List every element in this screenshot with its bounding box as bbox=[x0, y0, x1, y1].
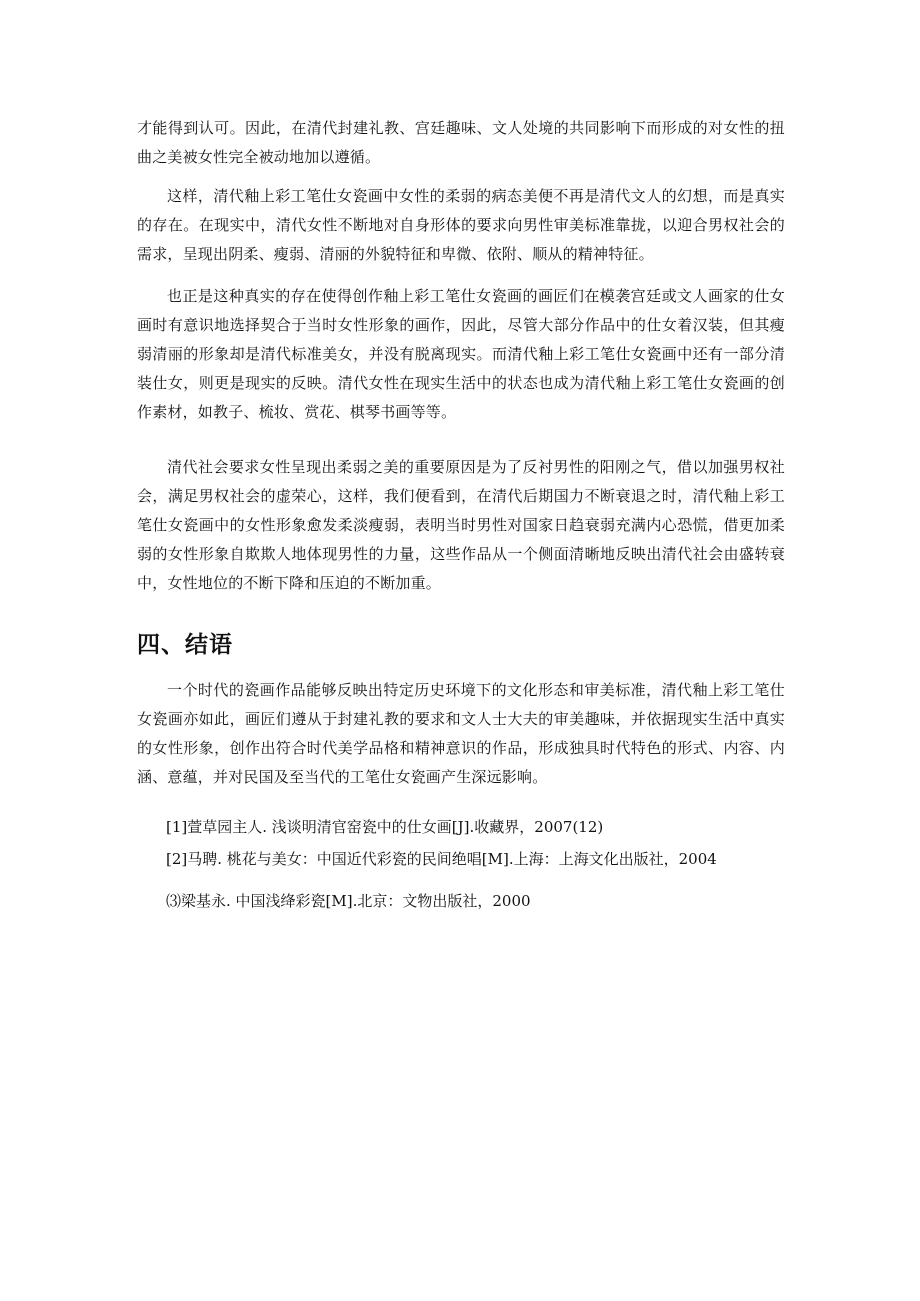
section-heading-conclusion: 四、结语 bbox=[137, 632, 233, 658]
paragraph-3: 也正是这种真实的存在使得创作釉上彩工笔仕女瓷画的画匠们在模袭宫廷或文人画家的仕女画时有意识地选择契合于当时女性形象的画作，因此，尽管大部分作品中的仕女着汉装，但其瘦弱清丽的形象却是清代标准美女，并没有脱离现实。而清代釉上彩工笔仕女瓷画中还有一部分清装仕女，则更是现实的反映。清代女性在现实生活中的状态也成为清代釉上彩工笔仕女瓷画的创作素材，如教子、梳妆、赏花、棋琴书画等等。 bbox=[137, 287, 785, 421]
paragraph-4: 清代社会要求女性呈现出柔弱之美的重要原因是为了反衬男性的阳刚之气，借以加强男权社会，满足男权社会的虚荣心，这样，我们便看到，在清代后期国力不断衰退之时，清代釉上彩工笔仕女瓷画中的女性形象愈发柔淡瘦弱，表明当时男性对国家日趋衰弱充满内心恐慌，借更加柔弱的女性形象自欺欺人地体现男性的力量，这些作品从一个侧面清晰地反映出清代社会由盛转衰中，女性地位的不断下降和压迫的不断加重。 bbox=[137, 458, 785, 592]
reference-2: [2]马聘. 桃花与美女：中国近代彩瓷的民间绝唱[M].上海：上海文化出版社，2004 bbox=[166, 850, 717, 868]
reference-1: [1]萱草园主人. 浅谈明清官窑瓷中的仕女画[J].收藏界，2007(12) bbox=[166, 818, 604, 836]
paragraph-2: 这样，清代釉上彩工笔仕女瓷画中女性的柔弱的病态美便不再是清代文人的幻想，而是真实的存在。在现实中，清代女性不断地对自身形体的要求向男性审美标准靠拢，以迎合男权社会的需求，呈现出阴柔、瘦弱、清丽的外貌特征和卑微、依附、顺从的精神特征。 bbox=[137, 187, 785, 263]
reference-3: ⑶梁基永. 中国浅绛彩瓷[M].北京：文物出版社，2000 bbox=[166, 892, 531, 910]
paragraph-conclusion: 一个时代的瓷画作品能够反映出特定历史环境下的文化形态和审美标准，清代釉上彩工笔仕女瓷画亦如此，画匠们遵从于封建礼教的要求和文人士大夫的审美趣味，并依据现实生活中真实的女性形象，创作出符合时代美学品格和精神意识的作品，形成独具时代特色的形式、内容、内涵、意蕴，并对民国及至当代的工笔仕女瓷画产生深远影响。 bbox=[137, 681, 785, 786]
paragraph-1: 才能得到认可。因此，在清代封建礼教、宫廷趣味、文人处境的共同影响下而形成的对女性的扭曲之美被女性完全被动地加以遵循。 bbox=[137, 119, 785, 166]
